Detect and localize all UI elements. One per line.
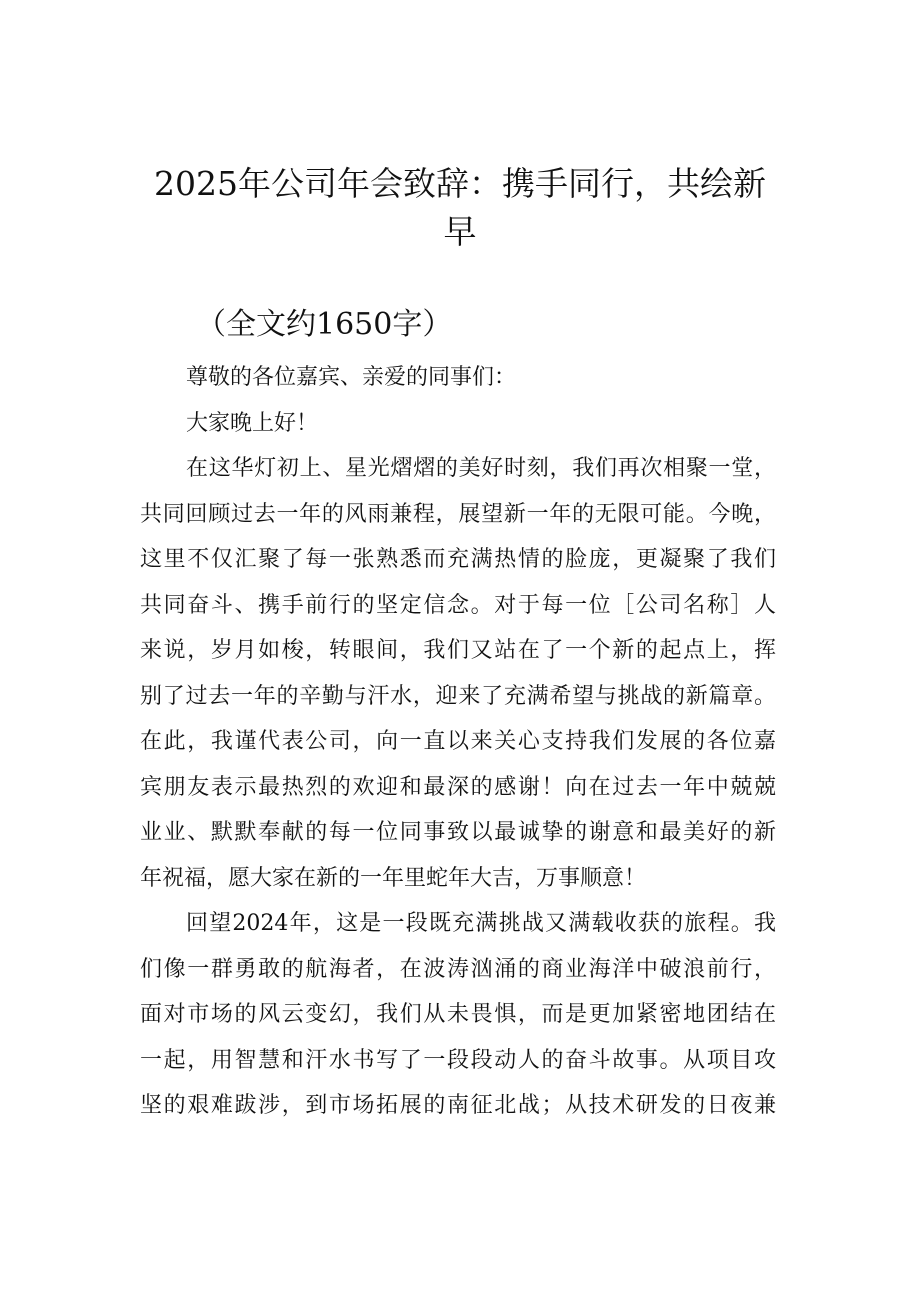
greeting: 大家晚上好！ [186,410,319,436]
paragraph-1-line: 在此，我谨代表公司，向一直以来关心支持我们发展的各位嘉 [140,729,776,754]
paragraph-1-line: 别了过去一年的辛勤与汗水，迎来了充满希望与挑战的新篇章。 [140,683,776,709]
paragraph-1-line: 这里不仅汇聚了每一张熟悉而充满热情的脸庞，更凝聚了我们 [140,547,776,572]
document-title [140,160,780,256]
paragraph-2-line: 回望2024年，这是一段既充满挑战又满载收获的旅程。我 [186,911,776,936]
title-line-2: 早 [443,212,477,251]
paragraph-1-line: 业业、默默奉献的每一位同事致以最诚挚的谢意和最美好的新 [140,820,776,845]
document-body [140,355,776,1129]
paragraph-1-line: 共同奋斗、携手前行的坚定信念。对于每一位［公司名称］人 [140,592,776,618]
paragraph-1-line: 来说，岁月如梭，转眼间，我们又站在了一个新的起点上，挥 [140,638,776,663]
paragraph-2-line: 坚的艰难跋涉，到市场拓展的南征北战；从技术研发的日夜兼 [140,1093,776,1118]
paragraph-2-line: 面对市场的风云变幻，我们从未畏惧，而是更加紧密地团结在 [140,1002,776,1027]
paragraph-2-line: 们像一群勇敢的航海者，在波涛汹涌的商业海洋中破浪前行， [140,956,776,982]
paragraph-1-line: 在这华灯初上、星光熠熠的美好时刻，我们再次相聚一堂， [186,456,776,481]
word-count-note: （全文约1650字） [196,307,453,342]
paragraph-1-line: 年祝福，愿大家在新的一年里蛇年大吉，万事顺意！ [140,865,647,891]
salutation: 尊敬的各位嘉宾、亲爱的同事们： [186,365,517,390]
paragraph-1-line: 宾朋友表示最热烈的欢迎和最深的感谢！向在过去一年中兢兢 [140,774,776,800]
title-line-1: 2025年公司年会致辞：携手同行，共绘新 [154,164,766,203]
paragraph-1-line: 共同回顾过去一年的风雨兼程，展望新一年的无限可能。今晚， [140,501,776,527]
paragraph-2-line: 一起，用智慧和汗水书写了一段段动人的奋斗故事。从项目攻 [140,1047,776,1073]
